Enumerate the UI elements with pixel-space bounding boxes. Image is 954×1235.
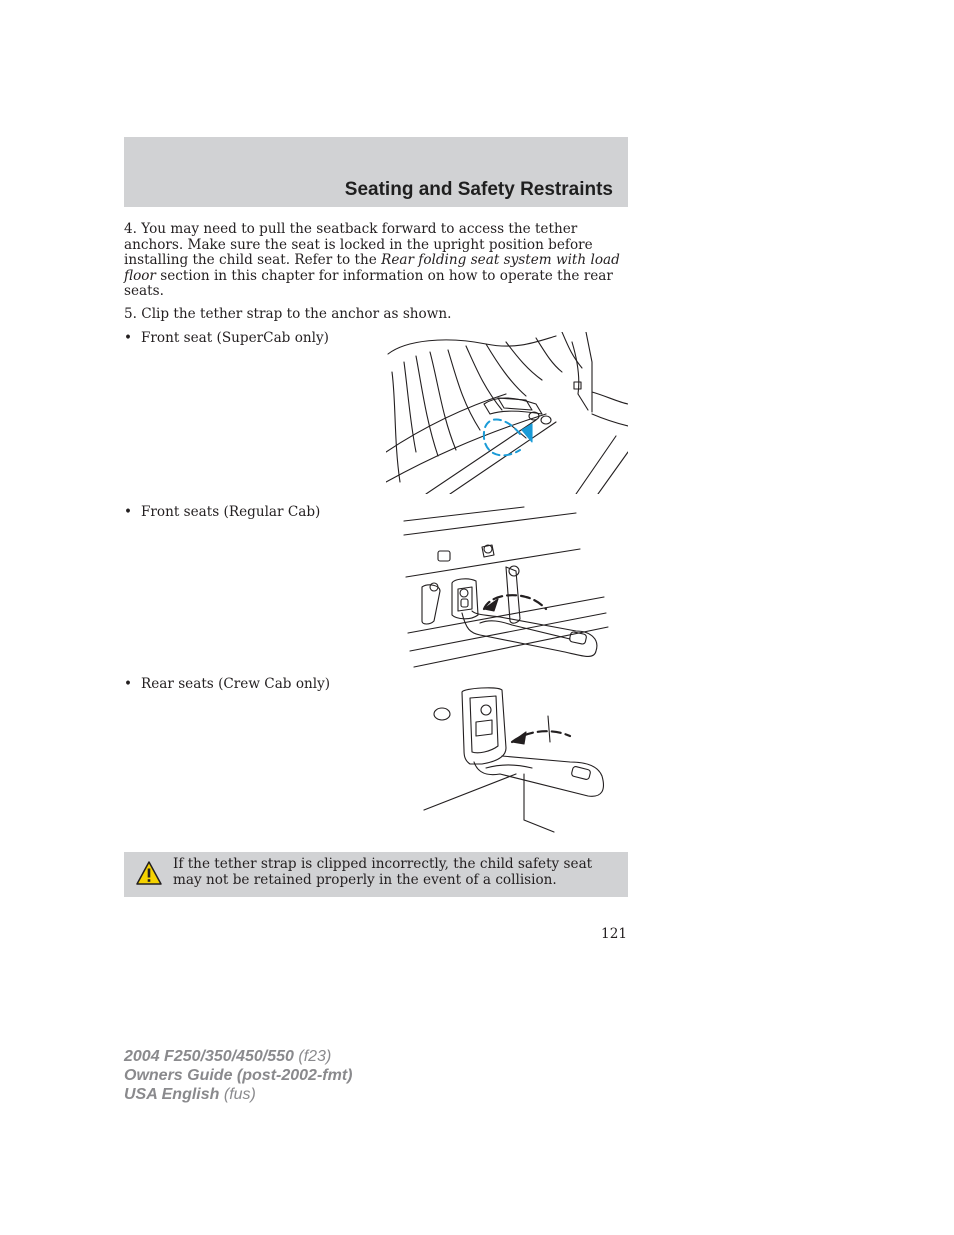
step-5-paragraph: 5. Clip the tether strap to the anchor as shown. (124, 306, 452, 322)
footer-line-2 (124, 1066, 352, 1085)
section-title: Seating and Safety Restraints (344, 179, 613, 200)
footer-language-code: (fus) (219, 1086, 256, 1103)
bullet-regular-cab (124, 504, 320, 520)
footer-guide-name: Owners Guide (post-2002-fmt) (124, 1067, 353, 1084)
footer-model-code: (f23) (293, 1048, 332, 1065)
crew-cab-tether-anchor-illustration (420, 684, 610, 834)
bullet-label: Rear seats (Crew Cab only) (141, 676, 331, 692)
supercab-tether-anchor-illustration (386, 332, 628, 494)
bullet-label: Front seats (Regular Cab) (141, 504, 321, 520)
bullet-supercab (124, 330, 329, 346)
step-4-text-b: section in this chapter for information on how to operate the rear seats. (124, 267, 613, 300)
warning-box (124, 852, 628, 897)
bullet-marker: • (124, 676, 133, 692)
step-4-text-a: 4. You may need to pull the seatback forward to access the tether anchors. Make sure the seat is locked in the upright position before installing the child seat. Refer to the (124, 221, 593, 269)
section-header-band (124, 137, 628, 207)
bullet-marker: • (124, 330, 133, 346)
footer-line-3 (124, 1085, 352, 1104)
step-4-reference: Rear folding seat system with load floor (124, 252, 620, 284)
regular-cab-tether-anchor-illustration (400, 505, 615, 670)
footer-line-1 (124, 1047, 352, 1066)
document-footer (124, 1047, 352, 1104)
warning-text: If the tether strap is clipped incorrectly, the child safety seat may not be retained properly in the event of a collision. (173, 856, 593, 888)
bullet-label: Front seat (SuperCab only) (141, 330, 329, 346)
warning-triangle-icon (135, 860, 163, 886)
step-4-paragraph (124, 222, 630, 300)
page-number: 121 (601, 926, 627, 942)
footer-model: 2004 F250/350/450/550 (124, 1048, 294, 1065)
footer-language: USA English (124, 1086, 220, 1103)
bullet-marker: • (124, 504, 133, 520)
bullet-crew-cab (124, 676, 330, 692)
